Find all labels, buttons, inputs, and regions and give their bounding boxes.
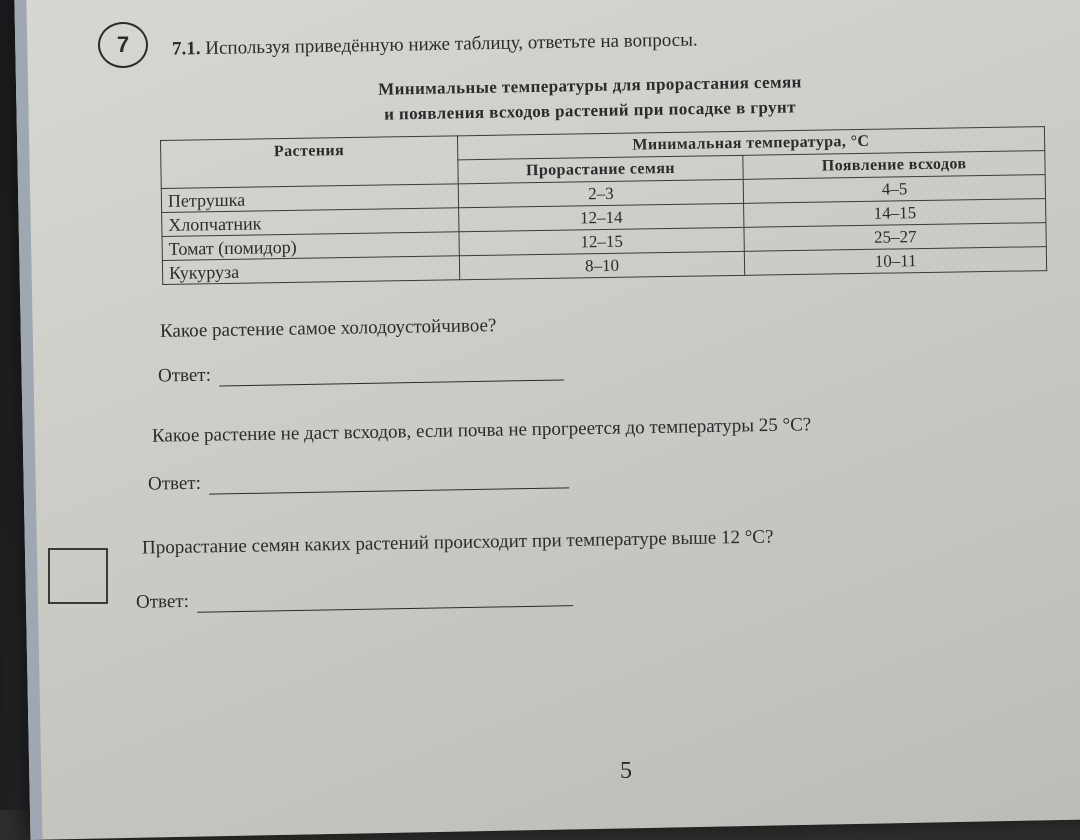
cell-sprouts: 14–15	[744, 199, 1046, 228]
cell-germination: 12–14	[458, 203, 744, 231]
header-sprouts: Появление всходов	[743, 151, 1045, 180]
cell-plant: Хлопчатник	[162, 208, 459, 237]
answer-3-label: Ответ:	[135, 590, 190, 613]
table-title-line-1: Минимальные температуры для прорастания семян	[378, 72, 802, 99]
answer-2	[148, 466, 569, 495]
cell-plant: Томат (помидор)	[162, 232, 459, 261]
header-germination: Прорастание семян	[458, 155, 744, 183]
answer-1-line[interactable]	[219, 361, 564, 386]
cell-germination: 12–15	[459, 227, 745, 255]
answer-2-label: Ответ:	[147, 472, 202, 495]
task-heading	[172, 29, 698, 60]
question-2: Какое растение не даст всходов, если почва не прогреется до температуры 25 °С?	[151, 414, 812, 447]
task-heading-text: Используя приведённую ниже таблицу, ответьте на вопросы.	[205, 29, 698, 60]
cell-germination: 8–10	[459, 251, 745, 279]
question-3: Прорастание семян каких растений происходит при температуре выше 12 °С?	[141, 526, 774, 559]
header-plants: Растения	[161, 136, 458, 189]
temperature-table	[160, 126, 1047, 285]
cell-sprouts: 25–27	[744, 223, 1046, 252]
cell-plant: Кукуруза	[162, 256, 459, 285]
cell-sprouts: 10–11	[745, 247, 1047, 276]
answer-1-label: Ответ:	[157, 364, 212, 387]
answer-1	[158, 358, 564, 387]
question-1: Какое растение самое холодоустойчивое?	[159, 315, 497, 342]
cell-sprouts: 4–5	[744, 175, 1046, 204]
score-box[interactable]	[48, 548, 108, 604]
task-heading-number: 7.1.	[171, 38, 201, 60]
answer-3	[136, 584, 573, 614]
cell-germination: 2–3	[458, 179, 744, 207]
task-number-badge	[98, 22, 148, 68]
answer-3-line[interactable]	[197, 587, 573, 613]
cell-plant: Петрушка	[161, 184, 458, 213]
task-number: 7	[116, 32, 130, 57]
header-min-temp: Минимальная температура, °С	[457, 127, 1045, 160]
page-number: 5	[620, 758, 632, 784]
table-title-line-2: и появления всходов растений при посадке в грунт	[383, 97, 797, 124]
answer-2-line[interactable]	[209, 469, 569, 494]
